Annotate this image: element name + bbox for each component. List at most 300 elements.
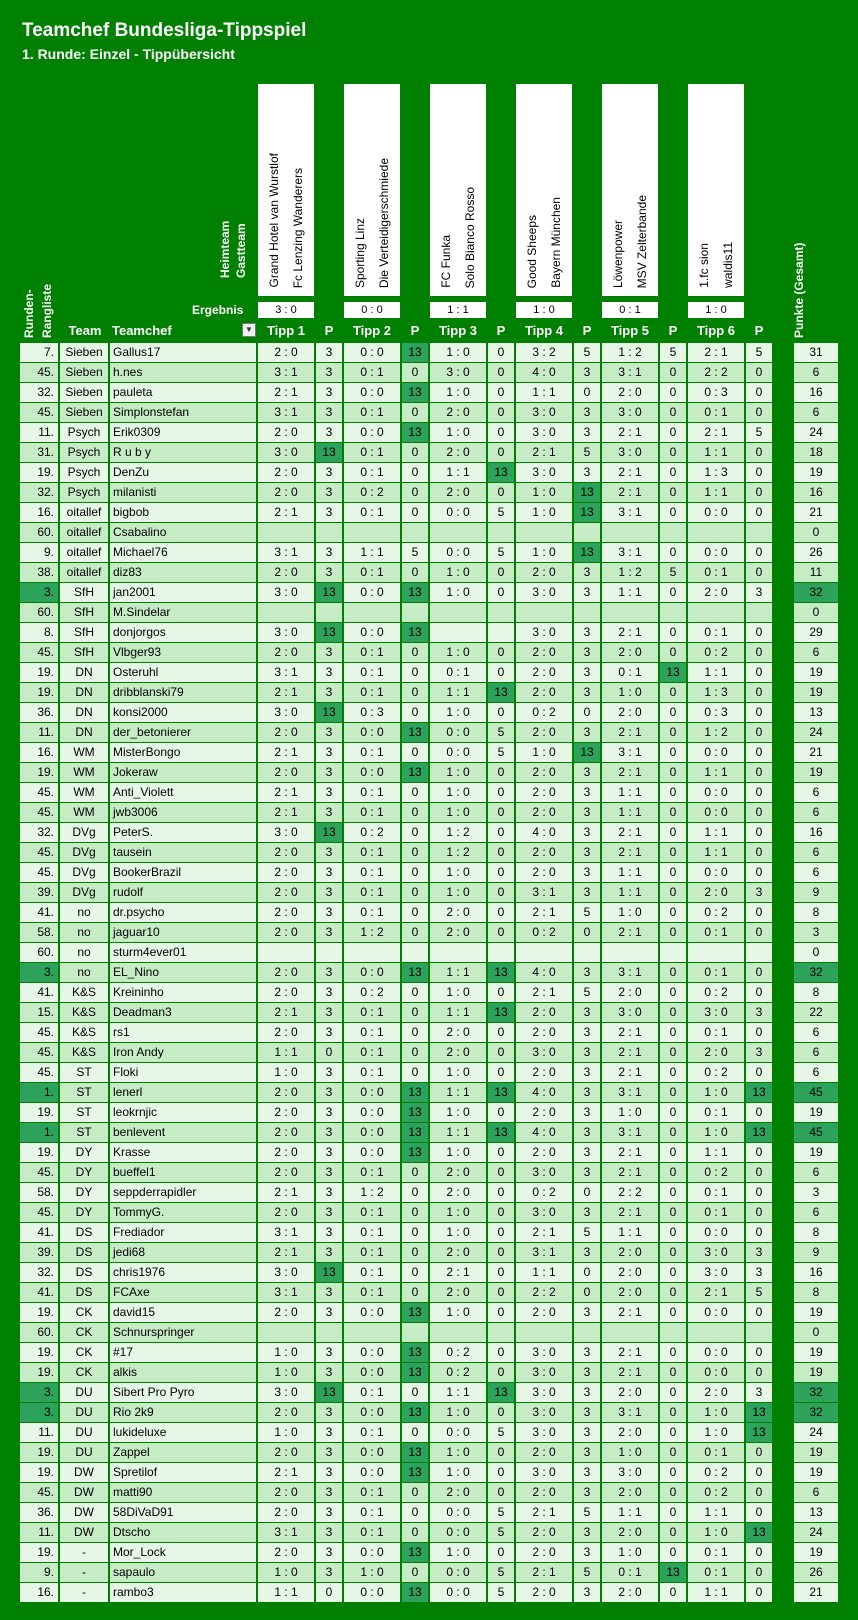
rank-cell: 45. — [20, 1203, 58, 1222]
tipp-cell: 3 : 0 — [516, 1463, 572, 1482]
points-cell: 3 — [316, 1183, 342, 1202]
points-cell: 0 — [660, 1163, 686, 1182]
tipp-cell — [688, 523, 744, 542]
points-cell — [402, 603, 428, 622]
team-cell: K&S — [60, 983, 108, 1002]
tipp-cell: 0 : 0 — [344, 1103, 400, 1122]
tipp-cell: 1 : 0 — [602, 683, 658, 702]
points-cell: 0 — [660, 1303, 686, 1322]
points-cell: 3 — [316, 1483, 342, 1502]
tipp-cell: 2 : 1 — [258, 803, 314, 822]
tipp-cell: 3 : 1 — [258, 363, 314, 382]
tipp-cell: 3 : 0 — [516, 1403, 572, 1422]
points-cell: 0 — [746, 1183, 772, 1202]
points-cell: 3 — [316, 783, 342, 802]
tipp-cell: 2 : 1 — [602, 1303, 658, 1322]
tipp-cell: 0 : 0 — [430, 1563, 486, 1582]
tipp-cell: 0 : 1 — [344, 863, 400, 882]
total-points-cell: 6 — [794, 783, 838, 802]
points-cell: 3 — [316, 1023, 342, 1042]
teamchef-cell: Michael76 — [110, 543, 256, 562]
points-cell — [574, 603, 600, 622]
teamchef-cell: jan2001 — [110, 583, 256, 602]
table-row — [0, 1562, 858, 1581]
tipp-cell: 1 : 1 — [430, 963, 486, 982]
tipp-cell: 2 : 0 — [258, 903, 314, 922]
tipp-cell: 2 : 1 — [516, 983, 572, 1002]
total-points-cell: 8 — [794, 1283, 838, 1302]
tipp-cell: 0 : 1 — [688, 403, 744, 422]
points-cell: 0 — [488, 1543, 514, 1562]
points-cell: 0 — [746, 783, 772, 802]
teamchef-cell: Rio 2k9 — [110, 1403, 256, 1422]
table-row — [0, 1542, 858, 1561]
tipp-cell: 0 : 0 — [344, 963, 400, 982]
tipp-cell: 1 : 0 — [430, 883, 486, 902]
total-points-cell: 0 — [794, 943, 838, 962]
points-cell: 0 — [402, 503, 428, 522]
team-cell: oitallef — [60, 563, 108, 582]
tipp-cell: 3 : 1 — [602, 543, 658, 562]
points-cell: 0 — [660, 703, 686, 722]
points-cell: 5 — [402, 543, 428, 562]
tipp-cell: 3 : 1 — [602, 1123, 658, 1142]
points-cell: 0 — [660, 683, 686, 702]
points-cell: 3 — [316, 763, 342, 782]
points-cell — [488, 523, 514, 542]
tipp-cell: 0 : 0 — [344, 1403, 400, 1422]
tipp-cell: 1 : 1 — [602, 783, 658, 802]
total-points-cell: 19 — [794, 1463, 838, 1482]
points-cell: 3 — [316, 743, 342, 762]
team-cell: K&S — [60, 1003, 108, 1022]
points-cell: 3 — [574, 403, 600, 422]
tipp-cell: 0 : 3 — [688, 383, 744, 402]
table-row — [0, 722, 858, 741]
teamchef-cell: jwb3006 — [110, 803, 256, 822]
tipp-cell: 1 : 1 — [430, 683, 486, 702]
points-cell: 0 — [660, 403, 686, 422]
rank-cell: 3. — [20, 1403, 58, 1422]
col-header-p-2: P — [410, 323, 420, 338]
table-row — [0, 1462, 858, 1481]
rank-cell: 41. — [20, 983, 58, 1002]
rank-cell: 19. — [20, 1103, 58, 1122]
tipp-cell: 2 : 1 — [602, 423, 658, 442]
teamchef-cell: Mor_Lock — [110, 1543, 256, 1562]
team-cell: DVg — [60, 823, 108, 842]
team-cell: no — [60, 963, 108, 982]
tipp-cell: 2 : 0 — [258, 423, 314, 442]
points-cell: 0 — [660, 463, 686, 482]
points-cell — [488, 603, 514, 622]
tipp-cell: 0 : 1 — [344, 1023, 400, 1042]
total-points-cell: 24 — [794, 723, 838, 742]
rank-cell: 11. — [20, 1423, 58, 1442]
team-cell: DY — [60, 1183, 108, 1202]
points-cell: 3 — [316, 1503, 342, 1522]
points-cell: 13 — [746, 1123, 772, 1142]
tipp-cell: 0 : 2 — [688, 643, 744, 662]
match-header-1 — [258, 84, 314, 296]
team-cell: DU — [60, 1423, 108, 1442]
points-cell: 3 — [574, 1103, 600, 1122]
total-points-cell: 22 — [794, 1003, 838, 1022]
total-points-cell: 11 — [794, 563, 838, 582]
total-points-cell: 8 — [794, 903, 838, 922]
table-row — [0, 1182, 858, 1201]
points-cell: 0 — [488, 843, 514, 862]
total-points-cell: 32 — [794, 963, 838, 982]
tipp-cell: 0 : 1 — [344, 843, 400, 862]
tipp-cell: 3 : 1 — [258, 663, 314, 682]
points-cell: 3 — [574, 563, 600, 582]
points-cell: 5 — [488, 1563, 514, 1582]
total-points-cell: 6 — [794, 643, 838, 662]
tipp-cell: 2 : 0 — [258, 1483, 314, 1502]
table-row — [0, 1522, 858, 1541]
teamchef-cell: alkis — [110, 1363, 256, 1382]
rank-cell: 19. — [20, 683, 58, 702]
total-points-cell: 6 — [794, 363, 838, 382]
tipp-cell: 3 : 1 — [602, 963, 658, 982]
tipp-cell: 1 : 1 — [688, 823, 744, 842]
tipp-cell: 2 : 1 — [516, 1223, 572, 1242]
points-cell: 3 — [316, 683, 342, 702]
team-cell: DW — [60, 1483, 108, 1502]
tipp-cell: 2 : 0 — [516, 763, 572, 782]
tipp-cell: 0 : 0 — [688, 783, 744, 802]
points-cell: 3 — [574, 1583, 600, 1602]
total-points-cell: 6 — [794, 803, 838, 822]
points-cell: 0 — [746, 1543, 772, 1562]
tipp-cell — [430, 943, 486, 962]
points-cell: 13 — [316, 703, 342, 722]
teamchef-cell: Kreininho — [110, 983, 256, 1002]
tipp-cell: 1 : 2 — [430, 823, 486, 842]
tipp-cell: 2 : 1 — [602, 623, 658, 642]
rank-cell: 9. — [20, 1563, 58, 1582]
points-cell: 0 — [488, 1163, 514, 1182]
points-cell: 0 — [746, 983, 772, 1002]
points-cell: 0 — [488, 1023, 514, 1042]
table-row — [0, 802, 858, 821]
points-cell: 0 — [488, 443, 514, 462]
points-cell: 0 — [660, 1383, 686, 1402]
points-cell: 3 — [746, 1263, 772, 1282]
total-points-cell: 3 — [794, 923, 838, 942]
teamchef-cell: Zappel — [110, 1443, 256, 1462]
tipp-cell: 2 : 0 — [516, 683, 572, 702]
total-points-cell: 19 — [794, 1443, 838, 1462]
points-cell: 0 — [746, 643, 772, 662]
tipp-cell: 1 : 0 — [602, 1103, 658, 1122]
points-cell: 3 — [746, 1243, 772, 1262]
points-cell: 3 — [316, 343, 342, 362]
points-cell: 13 — [402, 623, 428, 642]
tipp-cell: 2 : 0 — [258, 1023, 314, 1042]
points-cell: 0 — [746, 483, 772, 502]
tipp-cell: 1 : 1 — [430, 1383, 486, 1402]
tipp-cell: 0 : 0 — [344, 1463, 400, 1482]
tipp-cell: 0 : 0 — [430, 1583, 486, 1602]
tipp-cell: 1 : 0 — [430, 1143, 486, 1162]
teamchef-filter-button[interactable] — [242, 323, 256, 337]
tipp-cell: 2 : 0 — [430, 903, 486, 922]
total-points-cell: 19 — [794, 1363, 838, 1382]
match-header-3 — [430, 84, 486, 296]
tipp-cell: 2 : 0 — [258, 883, 314, 902]
rank-cell: 19. — [20, 1363, 58, 1382]
points-cell: 5 — [660, 563, 686, 582]
tipp-cell: 2 : 1 — [258, 743, 314, 762]
match-header-6 — [688, 84, 744, 296]
team-cell: WM — [60, 743, 108, 762]
tipp-cell: 2 : 0 — [516, 1583, 572, 1602]
tipp-cell: 3 : 2 — [516, 343, 572, 362]
total-points-cell: 24 — [794, 423, 838, 442]
team-cell: DU — [60, 1383, 108, 1402]
points-cell: 3 — [316, 863, 342, 882]
points-cell — [488, 943, 514, 962]
tipp-cell: 2 : 0 — [430, 923, 486, 942]
teamchef-cell: matti90 — [110, 1483, 256, 1502]
points-cell: 0 — [660, 643, 686, 662]
points-cell: 5 — [746, 423, 772, 442]
points-cell: 0 — [660, 903, 686, 922]
tipp-cell: 1 : 0 — [602, 903, 658, 922]
away-team-name: MSV Zelterbande — [635, 194, 649, 288]
points-cell: 0 — [488, 783, 514, 802]
teamchef-cell: R u b y — [110, 443, 256, 462]
tipp-cell: 0 : 0 — [688, 863, 744, 882]
tipp-cell: 0 : 1 — [602, 663, 658, 682]
points-cell: 5 — [574, 1503, 600, 1522]
tipp-cell: 0 : 1 — [344, 1043, 400, 1062]
tipp-cell: 4 : 0 — [516, 1083, 572, 1102]
total-points-cell: 8 — [794, 1223, 838, 1242]
points-cell: 0 — [488, 1103, 514, 1122]
points-cell: 3 — [316, 403, 342, 422]
points-cell: 13 — [402, 1463, 428, 1482]
tipp-cell: 0 : 1 — [430, 663, 486, 682]
tipp-cell: 2 : 0 — [602, 643, 658, 662]
team-cell: Sieben — [60, 343, 108, 362]
team-cell: SfH — [60, 603, 108, 622]
points-cell: 0 — [660, 883, 686, 902]
points-cell: 0 — [402, 463, 428, 482]
rank-cell: 36. — [20, 703, 58, 722]
points-cell: 3 — [316, 563, 342, 582]
tipp-cell: 0 : 0 — [688, 1343, 744, 1362]
points-cell: 0 — [574, 1263, 600, 1282]
tipp-cell: 0 : 1 — [344, 903, 400, 922]
tipp-cell: 2 : 0 — [430, 1483, 486, 1502]
points-cell: 0 — [746, 743, 772, 762]
team-cell: DU — [60, 1403, 108, 1422]
points-cell: 3 — [316, 843, 342, 862]
points-cell: 0 — [402, 1163, 428, 1182]
rank-cell: 32. — [20, 823, 58, 842]
points-cell: 0 — [488, 1063, 514, 1082]
rank-cell: 60. — [20, 1323, 58, 1342]
team-cell: DS — [60, 1243, 108, 1262]
total-points-cell: 26 — [794, 1563, 838, 1582]
points-cell: 3 — [316, 903, 342, 922]
points-cell: 3 — [316, 1243, 342, 1262]
tipp-cell: 2 : 1 — [688, 423, 744, 442]
points-cell: 3 — [316, 363, 342, 382]
match-header-4 — [516, 84, 572, 296]
tipp-cell: 0 : 0 — [688, 1303, 744, 1322]
teamchef-cell: 58DiVaD91 — [110, 1503, 256, 1522]
col-header-p-3: P — [496, 323, 506, 338]
tipp-cell — [688, 603, 744, 622]
table-row — [0, 1042, 858, 1061]
tipp-cell: 1 : 0 — [258, 1063, 314, 1082]
tipp-cell: 1 : 1 — [688, 1583, 744, 1602]
tipp-cell: 1 : 0 — [430, 703, 486, 722]
tipp-cell — [430, 523, 486, 542]
total-points-cell: 32 — [794, 1383, 838, 1402]
tipp-cell: 0 : 1 — [344, 1163, 400, 1182]
tipp-cell: 2 : 1 — [602, 1043, 658, 1062]
points-cell: 0 — [402, 883, 428, 902]
teamchef-cell: M.Sindelar — [110, 603, 256, 622]
table-row — [0, 702, 858, 721]
tipp-cell: 2 : 0 — [516, 1103, 572, 1122]
points-cell: 0 — [746, 683, 772, 702]
points-cell: 13 — [402, 1083, 428, 1102]
points-cell: 13 — [402, 1443, 428, 1462]
tipp-cell: 2 : 1 — [258, 783, 314, 802]
total-points-cell: 0 — [794, 1323, 838, 1342]
tipp-cell: 1 : 1 — [602, 583, 658, 602]
total-points-cell: 13 — [794, 703, 838, 722]
teamchef-cell: Schnurspringer — [110, 1323, 256, 1342]
tipp-cell: 1 : 0 — [688, 1523, 744, 1542]
points-cell: 0 — [746, 1203, 772, 1222]
points-cell: 13 — [316, 623, 342, 642]
points-cell — [402, 523, 428, 542]
rank-cell: 39. — [20, 1243, 58, 1262]
teamchef-cell: rambo3 — [110, 1583, 256, 1602]
total-points-cell: 6 — [794, 843, 838, 862]
table-row — [0, 1282, 858, 1301]
tipp-cell: 4 : 0 — [516, 963, 572, 982]
tipp-cell — [602, 1323, 658, 1342]
rank-cell: 45. — [20, 1163, 58, 1182]
points-cell: 0 — [660, 963, 686, 982]
team-cell: Psych — [60, 483, 108, 502]
tipp-cell: 2 : 0 — [602, 1523, 658, 1542]
points-cell: 3 — [574, 1003, 600, 1022]
total-points-cell: 3 — [794, 1183, 838, 1202]
teamchef-cell: TommyG. — [110, 1203, 256, 1222]
tipp-cell: 2 : 0 — [258, 1163, 314, 1182]
points-cell: 5 — [574, 443, 600, 462]
teamchef-cell: Sibert Pro Pyro — [110, 1383, 256, 1402]
tipp-cell: 3 : 1 — [602, 1403, 658, 1422]
points-cell: 0 — [660, 723, 686, 742]
tipp-cell: 1 : 1 — [430, 463, 486, 482]
total-points-cell: 13 — [794, 1503, 838, 1522]
tipp-cell: 0 : 0 — [430, 1523, 486, 1542]
total-points-cell: 45 — [794, 1083, 838, 1102]
tipp-cell: 2 : 0 — [258, 843, 314, 862]
tipp-cell: 0 : 1 — [688, 923, 744, 942]
points-cell: 0 — [402, 863, 428, 882]
points-cell — [402, 943, 428, 962]
points-cell: 0 — [660, 1083, 686, 1102]
tipp-cell: 0 : 1 — [344, 1063, 400, 1082]
rank-cell: 45. — [20, 1063, 58, 1082]
points-cell: 3 — [574, 1063, 600, 1082]
team-cell: DVg — [60, 883, 108, 902]
tipp-cell: 3 : 0 — [516, 423, 572, 442]
table-row — [0, 1082, 858, 1101]
points-cell: 13 — [660, 663, 686, 682]
team-cell: DW — [60, 1503, 108, 1522]
tipp-cell: 2 : 0 — [602, 1383, 658, 1402]
points-cell: 0 — [488, 1283, 514, 1302]
tipp-cell: 0 : 0 — [344, 583, 400, 602]
points-cell: 5 — [488, 1523, 514, 1542]
tipp-cell: 3 : 0 — [516, 1343, 572, 1362]
tipp-cell — [344, 1323, 400, 1342]
rank-cell: 60. — [20, 943, 58, 962]
tipp-cell: 0 : 0 — [344, 383, 400, 402]
points-cell: 13 — [402, 383, 428, 402]
rank-cell: 11. — [20, 723, 58, 742]
tipp-cell: 2 : 0 — [258, 1503, 314, 1522]
dropdown-filter-icon: ▼ — [245, 325, 253, 334]
tipp-cell: 1 : 0 — [602, 1543, 658, 1562]
team-cell: DVg — [60, 863, 108, 882]
tipp-cell: 2 : 1 — [602, 763, 658, 782]
table-row — [0, 622, 858, 641]
team-cell: WM — [60, 763, 108, 782]
rank-cell: 7. — [20, 343, 58, 362]
points-cell: 3 — [316, 1283, 342, 1302]
total-points-cell: 6 — [794, 1063, 838, 1082]
points-cell: 0 — [402, 703, 428, 722]
tipp-cell — [258, 1323, 314, 1342]
tipp-cell: 2 : 1 — [258, 1003, 314, 1022]
tipp-cell: 0 : 2 — [516, 703, 572, 722]
table-row — [0, 1322, 858, 1341]
team-cell: oitallef — [60, 543, 108, 562]
points-cell: 0 — [402, 803, 428, 822]
team-cell: DVg — [60, 843, 108, 862]
tipp-cell: 0 : 3 — [344, 703, 400, 722]
points-cell: 0 — [402, 1003, 428, 1022]
table-row — [0, 1162, 858, 1181]
col-header-p-6: P — [754, 323, 764, 338]
tipp-cell: 1 : 1 — [430, 1083, 486, 1102]
teamchef-cell: Frediador — [110, 1223, 256, 1242]
team-cell: WM — [60, 803, 108, 822]
tipp-cell: 1 : 1 — [430, 1003, 486, 1022]
points-cell: 0 — [488, 563, 514, 582]
tipp-cell: 0 : 1 — [344, 783, 400, 802]
tipp-cell: 2 : 0 — [258, 1203, 314, 1222]
points-cell: 0 — [488, 663, 514, 682]
points-cell: 3 — [316, 1443, 342, 1462]
home-team-name: Löwenpower — [611, 219, 625, 288]
tipp-cell: 3 : 0 — [258, 1383, 314, 1402]
tipp-cell: 4 : 0 — [516, 1123, 572, 1142]
